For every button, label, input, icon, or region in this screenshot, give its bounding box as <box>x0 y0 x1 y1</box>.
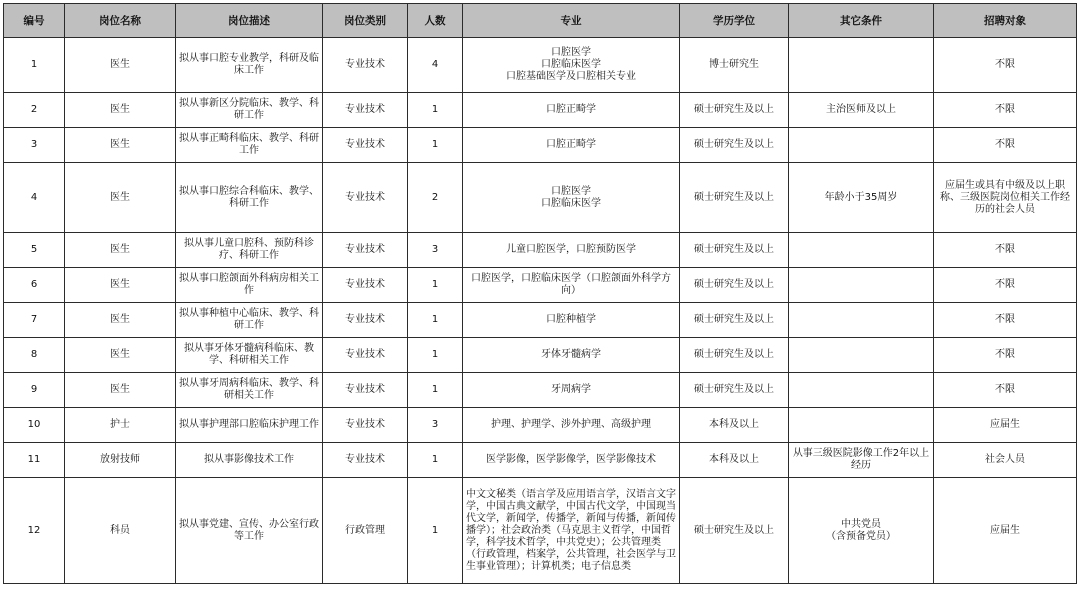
header-cell: 学历学位 <box>680 4 789 38</box>
cell-desc: 拟从事种植中心临床、教学、科研工作 <box>176 303 323 338</box>
cell-category: 专业技术 <box>323 268 408 303</box>
cell-desc: 拟从事口腔颌面外科病房相关工作 <box>176 268 323 303</box>
table-row <box>4 478 1077 584</box>
cell-no: 10 <box>4 408 65 443</box>
cell-count: 3 <box>408 233 463 268</box>
cell-category: 专业技术 <box>323 303 408 338</box>
cell-category: 专业技术 <box>323 128 408 163</box>
table-row <box>4 163 1077 233</box>
cell-title: 医生 <box>65 93 176 128</box>
cell-no: 9 <box>4 373 65 408</box>
cell-major: 医学影像，医学影像学，医学影像技术 <box>463 443 680 478</box>
cell-other <box>789 408 934 443</box>
cell-target: 应届生 <box>934 408 1077 443</box>
table-row <box>4 268 1077 303</box>
cell-target: 不限 <box>934 128 1077 163</box>
cell-category: 行政管理 <box>323 478 408 584</box>
header-cell: 岗位类别 <box>323 4 408 38</box>
cell-desc: 拟从事影像技术工作 <box>176 443 323 478</box>
cell-title: 医生 <box>65 163 176 233</box>
cell-major: 口腔正畸学 <box>463 128 680 163</box>
cell-major: 口腔医学，口腔临床医学（口腔颌面外科学方向） <box>463 268 680 303</box>
cell-count: 1 <box>408 268 463 303</box>
cell-other <box>789 303 934 338</box>
cell-degree: 硕士研究生及以上 <box>680 478 789 584</box>
cell-no: 6 <box>4 268 65 303</box>
cell-desc: 拟从事牙周病科临床、教学、科研相关工作 <box>176 373 323 408</box>
header-cell: 其它条件 <box>789 4 934 38</box>
recruitment-table <box>3 3 1077 584</box>
cell-desc: 拟从事口腔综合科临床、教学、科研工作 <box>176 163 323 233</box>
cell-other <box>789 38 934 93</box>
cell-title: 医生 <box>65 268 176 303</box>
recruitment-table-container <box>3 3 1077 584</box>
cell-other: 年龄小于35周岁 <box>789 163 934 233</box>
cell-other <box>789 373 934 408</box>
cell-count: 2 <box>408 163 463 233</box>
cell-category: 专业技术 <box>323 38 408 93</box>
cell-degree: 硕士研究生及以上 <box>680 93 789 128</box>
cell-count: 3 <box>408 408 463 443</box>
cell-major: 牙周病学 <box>463 373 680 408</box>
cell-other <box>789 338 934 373</box>
cell-title: 护士 <box>65 408 176 443</box>
cell-count: 1 <box>408 338 463 373</box>
header-cell: 岗位名称 <box>65 4 176 38</box>
cell-no: 12 <box>4 478 65 584</box>
cell-count: 1 <box>408 373 463 408</box>
cell-count: 1 <box>408 478 463 584</box>
cell-title: 放射技师 <box>65 443 176 478</box>
cell-count: 1 <box>408 93 463 128</box>
cell-category: 专业技术 <box>323 338 408 373</box>
cell-degree: 硕士研究生及以上 <box>680 163 789 233</box>
cell-other: 中共党员 （含预备党员） <box>789 478 934 584</box>
cell-target: 不限 <box>934 268 1077 303</box>
cell-category: 专业技术 <box>323 373 408 408</box>
cell-target: 不限 <box>934 303 1077 338</box>
cell-other <box>789 268 934 303</box>
header-cell: 招聘对象 <box>934 4 1077 38</box>
cell-desc: 拟从事新区分院临床、教学、科研工作 <box>176 93 323 128</box>
cell-count: 1 <box>408 128 463 163</box>
header-cell: 人数 <box>408 4 463 38</box>
cell-target: 应届生 <box>934 478 1077 584</box>
cell-target: 社会人员 <box>934 443 1077 478</box>
cell-other: 主治医师及以上 <box>789 93 934 128</box>
cell-major: 口腔医学 口腔临床医学 口腔基础医学及口腔相关专业 <box>463 38 680 93</box>
cell-no: 4 <box>4 163 65 233</box>
cell-title: 医生 <box>65 303 176 338</box>
cell-major: 牙体牙髓病学 <box>463 338 680 373</box>
cell-major: 护理、护理学、涉外护理、高级护理 <box>463 408 680 443</box>
table-row <box>4 233 1077 268</box>
cell-desc: 拟从事儿童口腔科、预防科诊疗、科研工作 <box>176 233 323 268</box>
cell-target: 不限 <box>934 233 1077 268</box>
table-row <box>4 38 1077 93</box>
cell-title: 科员 <box>65 478 176 584</box>
cell-no: 8 <box>4 338 65 373</box>
cell-degree: 本科及以上 <box>680 408 789 443</box>
cell-category: 专业技术 <box>323 163 408 233</box>
cell-target: 不限 <box>934 93 1077 128</box>
cell-major: 口腔种植学 <box>463 303 680 338</box>
cell-degree: 硕士研究生及以上 <box>680 128 789 163</box>
cell-category: 专业技术 <box>323 93 408 128</box>
cell-major: 口腔正畸学 <box>463 93 680 128</box>
cell-no: 5 <box>4 233 65 268</box>
cell-major: 口腔医学 口腔临床医学 <box>463 163 680 233</box>
cell-count: 1 <box>408 443 463 478</box>
cell-category: 专业技术 <box>323 233 408 268</box>
table-row <box>4 128 1077 163</box>
cell-no: 3 <box>4 128 65 163</box>
cell-other <box>789 233 934 268</box>
cell-count: 4 <box>408 38 463 93</box>
cell-target: 应届生或具有中级及以上职称、三级医院岗位相关工作经历的社会人员 <box>934 163 1077 233</box>
cell-degree: 博士研究生 <box>680 38 789 93</box>
cell-title: 医生 <box>65 128 176 163</box>
cell-target: 不限 <box>934 373 1077 408</box>
table-row <box>4 93 1077 128</box>
cell-title: 医生 <box>65 373 176 408</box>
cell-degree: 本科及以上 <box>680 443 789 478</box>
cell-major: 中文文秘类（语言学及应用语言学，汉语言文字学，中国古典文献学，中国古代文学，中国现当代文学，新闻学，传播学，新闻与传播，新闻传播学）；社会政治类（马克思主义哲学，中国哲学，科学技术哲学，中共党史）；公共管理类（行政管理，档案学，公共管理，社会医学与卫生事业管理）；计算机类；电子信息类 <box>463 478 680 584</box>
cell-degree: 硕士研究生及以上 <box>680 373 789 408</box>
cell-title: 医生 <box>65 38 176 93</box>
cell-other <box>789 128 934 163</box>
cell-degree: 硕士研究生及以上 <box>680 338 789 373</box>
cell-category: 专业技术 <box>323 443 408 478</box>
cell-desc: 拟从事牙体牙髓病科临床、教学、科研相关工作 <box>176 338 323 373</box>
cell-no: 7 <box>4 303 65 338</box>
cell-other: 从事三级医院影像工作2年以上经历 <box>789 443 934 478</box>
cell-no: 2 <box>4 93 65 128</box>
table-row <box>4 373 1077 408</box>
cell-count: 1 <box>408 303 463 338</box>
cell-desc: 拟从事护理部口腔临床护理工作 <box>176 408 323 443</box>
cell-major: 儿童口腔医学，口腔预防医学 <box>463 233 680 268</box>
table-row <box>4 443 1077 478</box>
cell-desc: 拟从事口腔专业教学，科研及临床工作 <box>176 38 323 93</box>
cell-target: 不限 <box>934 38 1077 93</box>
header-cell: 编号 <box>4 4 65 38</box>
header-cell: 专业 <box>463 4 680 38</box>
cell-category: 专业技术 <box>323 408 408 443</box>
cell-target: 不限 <box>934 338 1077 373</box>
table-row <box>4 338 1077 373</box>
cell-degree: 硕士研究生及以上 <box>680 233 789 268</box>
cell-desc: 拟从事正畸科临床、教学、科研工作 <box>176 128 323 163</box>
cell-no: 1 <box>4 38 65 93</box>
cell-degree: 硕士研究生及以上 <box>680 303 789 338</box>
cell-title: 医生 <box>65 338 176 373</box>
cell-no: 11 <box>4 443 65 478</box>
header-row <box>4 4 1077 38</box>
table-row <box>4 408 1077 443</box>
cell-title: 医生 <box>65 233 176 268</box>
cell-desc: 拟从事党建、宣传、办公室行政等工作 <box>176 478 323 584</box>
header-cell: 岗位描述 <box>176 4 323 38</box>
cell-degree: 硕士研究生及以上 <box>680 268 789 303</box>
table-row <box>4 303 1077 338</box>
